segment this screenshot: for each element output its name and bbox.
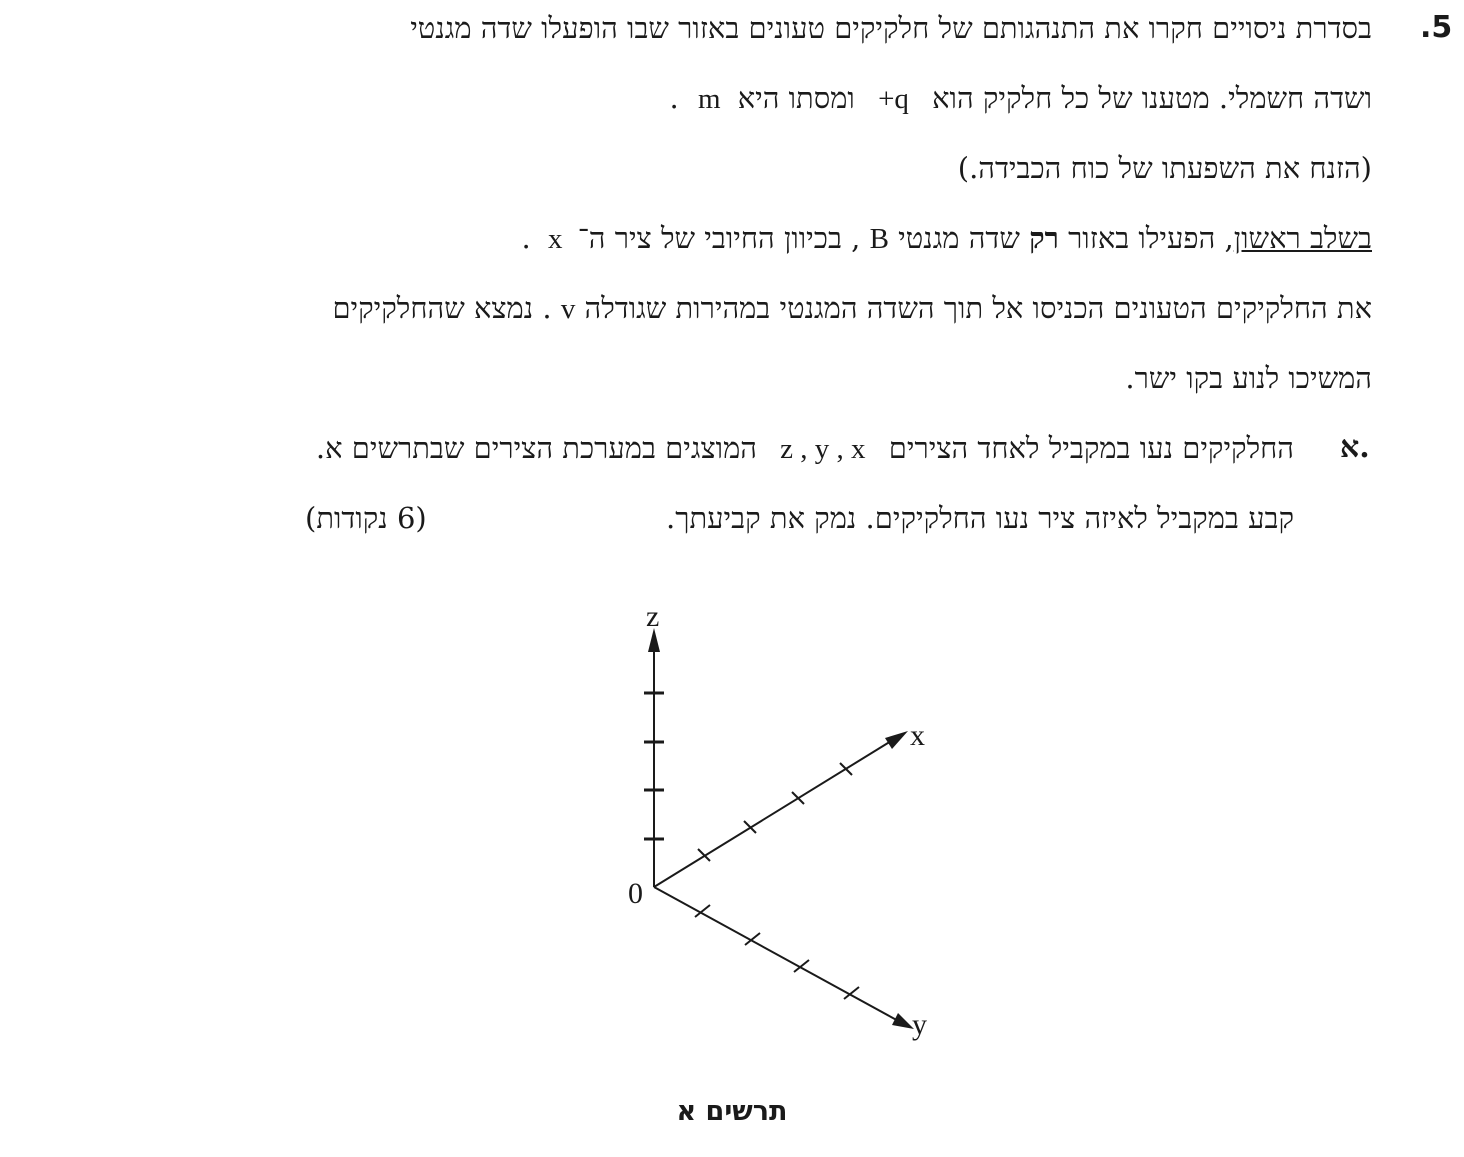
part-a-text-start: החלקיקים נעו במקביל לאחד הצירים [888, 431, 1294, 465]
y-axis-label: y [912, 1008, 927, 1041]
mass-text: ומסתו היא [737, 81, 855, 115]
only-emphasis: רק [1029, 221, 1059, 255]
question-line-1: בסדרת ניסויים חקרו את התנהגותם של חלקיקים טעונים באזור שבו הופעלו שדה מגנטי [410, 11, 1372, 45]
part-a-line-2: קבע במקביל לאיזה ציר נעו החלקיקים. נמק את קביעתך. [666, 501, 1294, 535]
axis-symbol: x [547, 223, 563, 255]
x-axis [654, 738, 896, 887]
y-axis [654, 887, 902, 1023]
charge-symbol: +q [878, 83, 909, 115]
charge-text: ושדה חשמלי. מטענו של כל חלקיק הוא [932, 81, 1372, 115]
stage-one-line [522, 218, 1372, 259]
x-axis-label: x [910, 719, 925, 752]
part-a-text-end: המוצגים במערכת הצירים שבתרשים א. [315, 431, 757, 465]
question-number: .5 [1420, 10, 1453, 45]
stage-text-1: , הפעילו באזור [1068, 221, 1234, 255]
entry-line-2: המשיכו לנוע בקו ישר. [1125, 361, 1372, 395]
field-symbol: B [869, 223, 889, 255]
axes-list: z , y , x [780, 433, 866, 465]
x-arrowhead [885, 731, 908, 749]
axes-diagram [560, 590, 980, 1060]
points-label: (6 נקודות) [305, 501, 427, 535]
entry-line-1 [332, 288, 1372, 329]
part-a-line-1 [316, 428, 1294, 469]
question-line-2 [670, 78, 1372, 119]
entry-text-end: . נמצא שהחלקיקים [332, 291, 552, 325]
figure-caption: תרשים א [676, 1096, 788, 1127]
stage-text-2: שדה מגנטי [898, 221, 1020, 255]
mass-symbol: m [697, 83, 721, 115]
z-axis-label: z [646, 600, 660, 633]
stage-one-label: בשלב ראשון [1233, 221, 1372, 255]
part-a-letter: א. [1340, 430, 1370, 465]
gravity-note: (הזנח את השפעתו של כוח הכבידה.) [957, 151, 1372, 185]
period: . [669, 81, 679, 115]
y-arrowhead [892, 1013, 914, 1029]
stage-text-3: , בכיוון החיובי של ציר ה־ [577, 221, 861, 255]
origin-label: 0 [628, 877, 643, 910]
speed-symbol: v [560, 293, 576, 325]
period: . [521, 221, 531, 255]
entry-text: את החלקיקים הטעונים הכניסו אל תוך השדה המגנטי במהירות שגודלה [584, 291, 1372, 325]
